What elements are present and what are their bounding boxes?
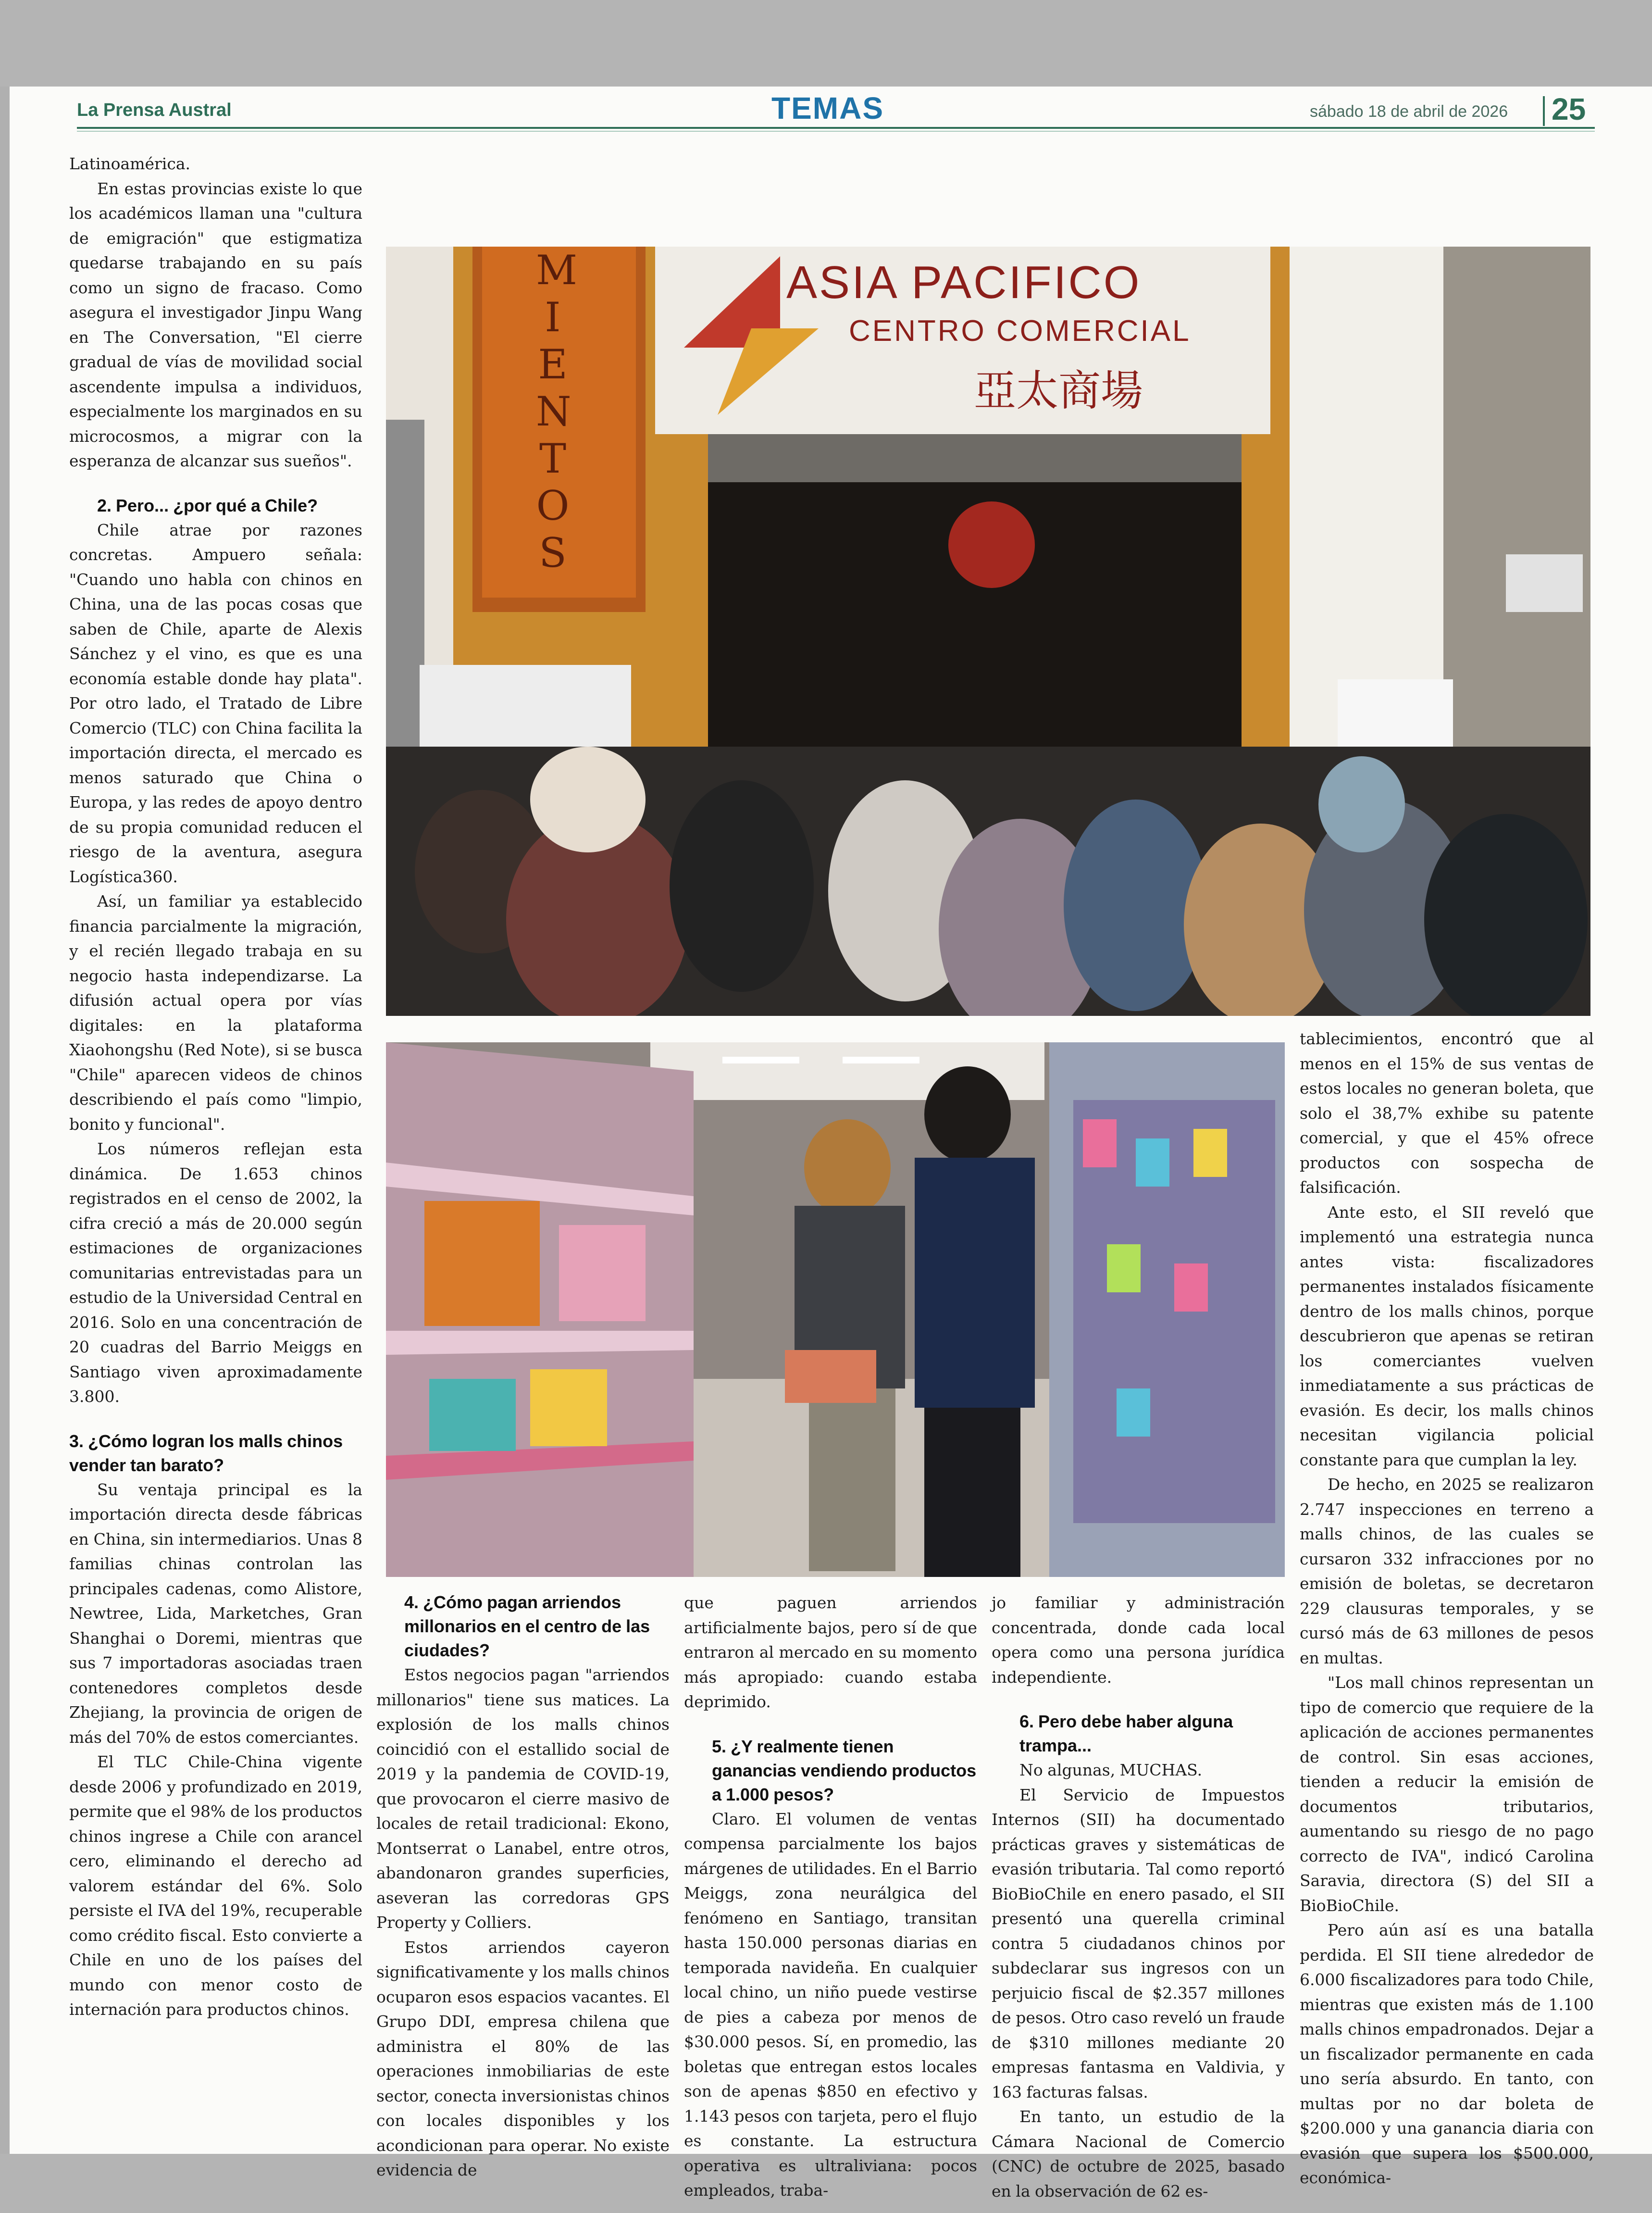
paragraph: Claro. El volumen de ventas compensa parcialmente los bajos márgenes de utilidades. En el Barrio Meiggs, zona neurálgica del fenómeno en Santiago, transitan hasta 150.000 personas diarias en temporada navideña. En cualquier local chino, un niño puede vestirse de pies a cabeza por menos de $30.000 pesos. Sí, en promedio, las boletas que entregan estos locales son de apenas $850 en efectivo y 1.143 pesos con tarjeta, pero el flujo es constante. La estructura operativa es ultraliviana: pocos empleados, traba- — [684, 1809, 977, 2200]
paragraph: El Servicio de Impuestos Internos (SII) ha documentado prácticas graves y sistemáticas de evasión tributaria. Tal como reportó BioBioChile en enero pasado, el SII presentó una querella criminal contra 5 ciudadanos chinos por subdeclarar sus ingresos con un perjuicio fiscal de $2.357 millones de pesos. Otro caso reveló un fraude de $310 millones mediante 20 empresas fantasma en Valdivia, y 163 facturas falsas. — [992, 1785, 1285, 2101]
paragraph: Estos negocios pagan "arriendos millonarios" tiene sus matices. La explosión de los malls chinos coincidió con el estallido social de 2019 y la pandemia de COVID-19, que provocaron el cierre masivo de locales de retail tradicional: Ekono, Montserrat o Lanabel, entre otros, abandonaron grandes superficies, aseveran las corredoras GPS Property y Colliers. — [376, 1665, 670, 1932]
vertical-banner-text: MIENTOS — [536, 247, 578, 576]
paragraph: Así, un familiar ya establecido financia parcialmente la migración, y el recién llegado trabaja en su negocio hasta independizarse. La difusión actual opera por vías digitales: en la plataforma Xiaohongshu (Red Note), si se busca "Chile" aparecen videos de chinos describiendo el país como "limpio, bonito y funcional". — [69, 892, 362, 1134]
subheading-6: 6. Pero debe haber alguna trampa... — [1019, 1712, 1233, 1755]
subheading-4: 4. ¿Cómo pagan arriendos millonarios en el centro de las ciudades? — [404, 1592, 650, 1660]
newspaper-page — [10, 87, 1652, 2200]
column-4 — [992, 1590, 1285, 2203]
mall-sign-subtitle: CENTRO COMERCIAL — [849, 314, 1191, 348]
mall-entrance-photo — [386, 247, 1590, 1016]
page-header — [10, 87, 1652, 130]
paragraph: En estas provincias existe lo que los académicos llaman una "cultura de emigración" que estigmatiza quedarse trabajando en su país como un signo de fracaso. Como asegura el investigador Jinpu Wang en The Conversation, "El cierre gradual de vías de movilidad social ascendente impulsa a individuos, especialmente los marginados en su microcosmos, a migrar con la esperanza de alcanzar sus sueños". — [69, 179, 362, 470]
paragraph: En tanto, un estudio de la Cámara Nacional de Comercio (CNC) de octubre de 2025, basado en la observación de 62 es- — [992, 2107, 1285, 2200]
header-rule — [77, 127, 1595, 129]
section-title: TEMAS — [771, 91, 884, 125]
top-margin-band — [0, 0, 1652, 87]
paragraph: De hecho, en 2025 se realizaron 2.747 inspecciones en terreno a malls chinos, de las cuales se cursaron 332 infracciones por no emisión de boletas, se decretaron 229 clausuras temporales, y se cursó más de 63 millones de pesos en multas. — [1300, 1475, 1594, 1667]
store-aisle-illustration — [386, 1042, 1285, 1577]
column-3 — [684, 1590, 977, 2203]
paragraph: Estos arriendos cayeron significativamente y los malls chinos ocuparon esos espacios vacantes. El Grupo DDI, empresa chilena que administra el 80% de las operaciones inmobiliarias de este sector, conecta inversionistas chinos con locales disponibles y los acondicionan para operar. No existe evidencia de — [376, 1938, 670, 2179]
column-2 — [376, 1590, 670, 2183]
paragraph: Ante esto, el SII reveló que implementó una estrategia nunca antes vista: fiscalizadores permanentes instalados físicamente dentro de los malls chinos, porque descubrieron que apenas se retiran los comerciantes vuelven inmediatamente a sus prácticas de evasión. Es decir, los malls chinos necesitan vigilancia policial constante para que cumplan la ley. — [1300, 1202, 1594, 1469]
paragraph: Su ventaja principal es la importación directa desde fábricas en China, sin intermediarios. Unas 8 familias chinas controlan las principales cadenas, como Alistore, Newtree, Lida, Marketches, Gran Shanghai o Doremi, mientras que sus 7 importadoras asociadas traen contenedores completos desde Zhejiang, la provincia de origen de más del 70% de estos comerciantes. — [69, 1480, 362, 1747]
paragraph: Pero aún así es una batalla perdida. El SII tiene alrededor de 6.000 fiscalizadores para todo Chile, mientras que existen más de 1.100 malls chinos empadronados. Dejar a un fiscalizador permanente en cada uno sería absurdo. En tanto, con multas por no dar boleta de $200.000 y una ganancia diaria con evasión que supera los $500.000, económica- — [1300, 1921, 1594, 2187]
paragraph: Los números reflejan esta dinámica. De 1.653 chinos registrados en el censo de 2002, la cifra creció a más de 20.000 según estimaciones de organizaciones comunitarias entrevistadas para un estudio de la Universidad Central en 2016. Solo en una concentración de 20 cuadras del Barrio Meiggs en Santiago viven aproximadamente 3.800. — [69, 1139, 362, 1406]
paragraph: Chile atrae por razones concretas. Ampuero señala: "Cuando uno habla con chinos en China, una de las pocas cosas que saben de Chile, aparte de Alexis Sánchez y el vino, es que es una economía estable donde hay plata". Por otro lado, el Tratado de Libre Comercio (TLC) con China facilita la importación directa, el mercado es menos saturado que China o Europa, y las redes de apoyo dentro de su propia comunidad reducen el riesgo de la aventura, asegura Logística360. — [69, 520, 362, 886]
header-rule-thin — [77, 131, 1595, 132]
paragraph: "Los mall chinos representan un tipo de comercio que requiere de la aplicación de acciones permanentes de control. Sin esas acciones, tienden a reducir la emisión de documentos tributarios, aumentando su riesgo de no pago correcto de IVA", indicó Carolina Saravia, directora (S) del SII a BioBioChile. — [1300, 1673, 1594, 1915]
subheading-5: 5. ¿Y realmente tienen ganancias vendiendo productos a 1.000 pesos? — [712, 1736, 977, 1804]
paragraph: Latinoamérica. — [69, 154, 190, 173]
subheading-2: 2. Pero... ¿por qué a Chile? — [97, 495, 318, 515]
page-number: 25 — [1552, 92, 1586, 126]
paragraph: El TLC Chile-China vigente desde 2006 y profundizado en 2019, permite que el 98% de los productos chinos ingrese a Chile con arancel cero, eliminando el derecho ad valorem estándar del 6%. Solo persiste el IVA del 19%, recuperable como crédito fiscal. Esto convierte a Chile en uno de los países del mundo con menor costo de internación para productos chinos. — [69, 1752, 362, 2019]
column-5 — [1300, 1026, 1594, 2190]
paragraph: que paguen arriendos artificialmente bajos, pero sí de que entraron al mercado en su momento más apropiado: cuando estaba deprimido. — [684, 1593, 977, 1711]
mall-sign-chinese: 亞太商場 — [974, 366, 1143, 415]
newspaper-name: La Prensa Austral — [77, 100, 232, 120]
header-separator — [1543, 96, 1545, 126]
paragraph: tablecimientos, encontró que al menos en el 15% de sus ventas de estos locales no generan boleta, que solo el 38,7% exhibe su patente comercial, y que el 45% ofrece productos con sospecha de falsificación. — [1300, 1029, 1594, 1197]
paragraph: No algunas, MUCHAS. — [1019, 1761, 1203, 1779]
issue-date: sábado 18 de abril de 2026 — [1310, 102, 1508, 121]
paragraph: jo familiar y administración concentrada, donde cada local opera como una persona jurídica independiente. — [992, 1593, 1285, 1687]
store-inspection-photo — [386, 1042, 1285, 1577]
mall-sign-title: ASIA PACIFICO — [786, 257, 1142, 308]
column-1 — [69, 151, 362, 2022]
subheading-3: 3. ¿Cómo logran los malls chinos vender tan barato? — [69, 1431, 343, 1475]
